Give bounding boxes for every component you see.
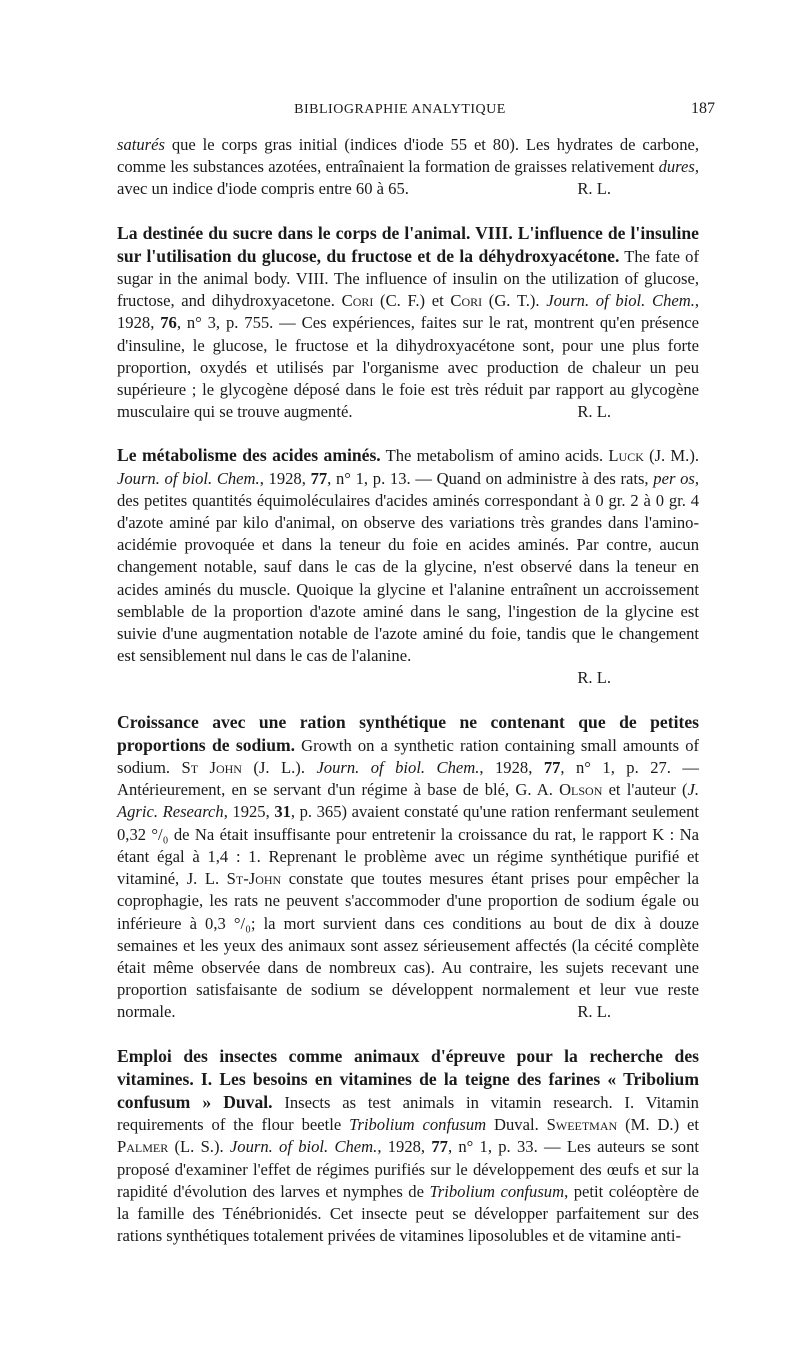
bibliography-entry — [117, 1045, 699, 1248]
journal-name: Journ. of biol. Chem. — [546, 291, 695, 311]
bibliography-entry — [117, 711, 699, 1024]
italic-term: per os — [653, 468, 695, 488]
italic-term: saturés — [117, 135, 165, 154]
volume-number: 77 — [310, 468, 328, 488]
bibliography-entry — [117, 134, 699, 201]
species-name: Tribolium confusum — [429, 1181, 565, 1201]
author-name: St-John — [226, 869, 282, 889]
author-name: Sweetman — [546, 1115, 618, 1135]
author-name: Cori — [341, 291, 374, 311]
journal-name: Journ. of biol. Chem. — [316, 758, 480, 778]
entry-title: La destinée du sucre dans le corps de l'animal. VIII. L'influence de l'insuline sur l'utilisation du glucose, du fructose et de la déhydroxyacétone. — [117, 222, 699, 266]
entry-text: saturés que le corps gras initial (indices d'iode 55 et 80). Les hydrates de carbone, comme les substances azotées, entraînaient la formation de graisses relativement dures, avec un indice d'iode compris entre 60 à 65. R. L. — [117, 134, 699, 201]
volume-number: 31 — [274, 802, 291, 822]
author-signature: R. L. — [577, 402, 611, 422]
author-signature: R. L. — [577, 179, 611, 199]
author-name: Olson — [559, 780, 603, 800]
author-name: Palmer — [117, 1137, 169, 1157]
entry-text: La destinée du sucre dans le corps de l'animal. VIII. L'influence de l'insuline sur l'utilisation du glucose, du fructose et de la déhydroxyacétone. The fate of sugar in the animal body. VIII. The influence of insulin on the utilization of glucose, fructose, and dihydroxyacetone. Cori (C. F.) et Cori (G. T.). Journ. of biol. Chem., 1928, 76, n° 3, p. 755. — Ces expériences, faites sur le rat, montrent qu'en présence d'insuline, le glucose, le fructose et la dihydroxyacétone sont, pour une plus forte proportion, oxydés et utilisés par l'organisme avec production de chaleur un peu supérieure ; le glycogène déposé dans le foie est très réduit par rapport au glycogène musculaire qui se trouve augmenté. R. L. — [117, 222, 699, 424]
author-name: Cori — [450, 291, 483, 311]
volume-number: 77 — [431, 1137, 448, 1157]
author-name: Luck — [608, 446, 644, 466]
author-signature: R. L. — [577, 1002, 611, 1022]
journal-name: J. Agric. Research — [117, 780, 700, 822]
journal-name: Journ. of biol. Chem. — [117, 468, 260, 488]
volume-number: 77 — [543, 758, 561, 778]
bibliography-body — [117, 134, 699, 1247]
bibliography-entry — [117, 444, 699, 689]
entry-title: Croissance avec une ration synthétique ne contenant que de petites proportions de sodium. — [117, 711, 699, 755]
author-signature: R. L. — [577, 668, 611, 688]
entry-text: Croissance avec une ration synthétique ne contenant que de petites proportions de sodium. Growth on a synthetic ration containing small amounts of sodium. St John (J. L.). Journ. of biol. Chem., 1928, 77, n° 1, p. 27. — Antérieurement, en se servant d'un régime à base de blé, G. A. Olson et l'auteur (J. Agric. Research, 1925, 31, p. 365) avaient constaté qu'une ration renfermant seulement 0,32 °/₀ de Na était insuffisante pour entretenir la croissance du rat, le rapport K : Na étant égal à 1,4 : 1. Reprenant le problème avec un régime synthétique purifié et vitaminé, J. L. St-John constate que toutes mesures étant prises pour empêcher la coprophagie, les rats ne peuvent s'accommoder d'une proportion de sodium égale ou inférieure à 0,3 °/₀; la mort survient dans ces conditions au bout de dix à douze semaines et les yeux des animaux sont assez sérieusement affectés (la cécité complète était même observée dans de nombreux cas). Au contraire, les sujets recevant une proportion satisfaisante de sodium se développent normalement et leur vue reste normale. R. L. — [117, 711, 699, 1024]
entry-text: Le métabolisme des acides aminés. The metabolism of amino acids. Luck (J. M.). Journ. of biol. Chem., 1928, 77, n° 1, p. 13. — Quand on administre à des rats, per os, des petites quantités équimoléculaires d'acides aminés correspondant à 0 gr. 2 à 0 gr. 4 d'azote aminé par kilo d'animal, on observe des variations très grandes dans l'amino-acidémie provoquée et dans la teneur du foie en acides aminés. Par contre, aucun changement notable, sauf dans le cas de la glycine, n'est observé dans la teneur en acides aminés du muscle. Quoique la glycine et l'alanine entraînent un accroissement semblable de la proportion d'azote aminé dans le sang, l'ingestion de la glycine est suivie d'une augmentation notable de l'azote aminé du foie, tandis que le changement est sensiblement nul dans le cas de l'alanine. — [117, 445, 700, 666]
running-header — [0, 92, 800, 116]
entry-title: Emploi des insectes comme animaux d'épreuve pour la recherche des vitamines. I. Les besoins en vitamines de la teigne des farines « Tribolium confusum » Duval. — [117, 1045, 699, 1112]
entry-text: Emploi des insectes comme animaux d'épreuve pour la recherche des vitamines. I. Les besoins en vitamines de la teigne des farines « Tribolium confusum » Duval. Insects as test animals in vitamin research. I. Vitamin requirements of the flour beetle Tribolium confusum Duval. Sweetman (M. D.) et Palmer (L. S.). Journ. of biol. Chem., 1928, 77, n° 1, p. 33. — Les auteurs se sont proposé d'examiner l'effet de régimes purifiés sur le développement des œufs et sur la rapidité d'évolution des larves et nymphes de Tribolium confusum, petit coléoptère de la famille des Ténébrionidés. Cet insecte peut se développer parfaitement sur des rations synthétiques totalement privées de vitamines liposolubles et de vitamine anti- — [117, 1045, 700, 1246]
journal-name: Journ. of biol. Chem. — [229, 1137, 378, 1157]
italic-term: dures — [658, 157, 695, 177]
entry-title: Le métabolisme des acides aminés. — [117, 445, 381, 466]
species-name: Tribolium confusum — [349, 1115, 487, 1135]
author-name: St John — [181, 758, 242, 778]
running-title: BIBLIOGRAPHIE ANALYTIQUE — [294, 102, 506, 117]
page-number: 187 — [691, 100, 715, 117]
volume-number: 76 — [160, 313, 177, 333]
bibliography-entry — [117, 222, 699, 424]
